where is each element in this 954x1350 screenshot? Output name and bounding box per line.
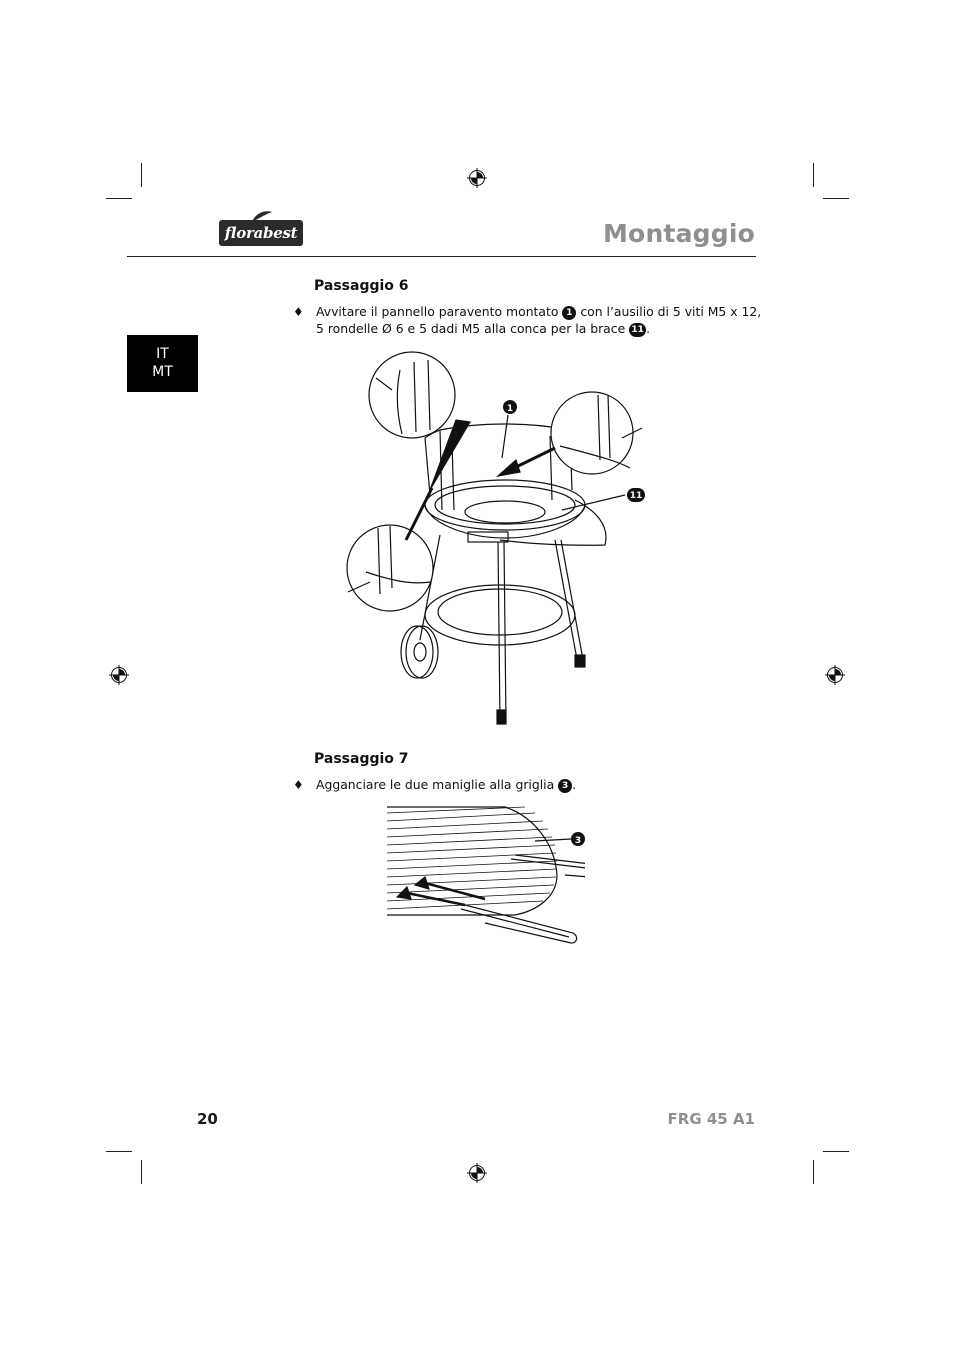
registration-mark-icon [109,665,129,685]
instruction-text: Agganciare le due maniglie alla griglia [316,777,555,792]
step-heading: Passaggio 6 [314,278,409,294]
part-number-badge: 11 [629,323,646,337]
grate-handles-illustration [385,805,585,950]
crop-mark [141,163,142,187]
registration-mark-icon [825,665,845,685]
model-number: FRG 45 A1 [667,1110,755,1128]
brand-logo: florabest [219,220,303,246]
crop-mark [823,198,849,199]
callout-label: 3 [574,836,582,846]
header-divider [127,256,756,257]
bullet-icon: ♦ [293,778,304,792]
callout-label: 11 [629,491,643,501]
language-code-it: IT [156,346,169,362]
instruction-text: . [572,777,577,792]
bullet-icon: ♦ [293,305,304,319]
instruction-line [316,321,650,337]
language-code-mt: MT [152,364,173,380]
part-number-badge: 3 [558,779,572,793]
page-title: Montaggio [602,219,755,248]
crop-mark [141,1160,142,1184]
crop-mark [106,198,132,199]
part-number-badge: 1 [562,306,576,320]
page-number: 20 [197,1110,218,1128]
instruction-line [316,777,576,793]
callout-label: 1 [506,404,514,414]
crop-mark [813,1160,814,1184]
instruction-text: 5 rondelle Ø 6 e 5 dadi M5 alla conca per la brace [316,321,626,336]
step-heading: Passaggio 7 [314,751,409,767]
instruction-text: . [646,321,651,336]
language-tab [127,335,198,392]
registration-mark-icon [467,1163,487,1183]
instruction-text: con l’ausilio di 5 viti M5 x 12, [580,304,762,319]
crop-mark [823,1151,849,1152]
registration-mark-icon [467,168,487,188]
instruction-text: Avvitare il pannello paravento montato [316,304,559,319]
grill-assembly-illustration [330,350,660,730]
crop-mark [106,1151,132,1152]
instruction-line [316,304,761,320]
crop-mark [813,163,814,187]
